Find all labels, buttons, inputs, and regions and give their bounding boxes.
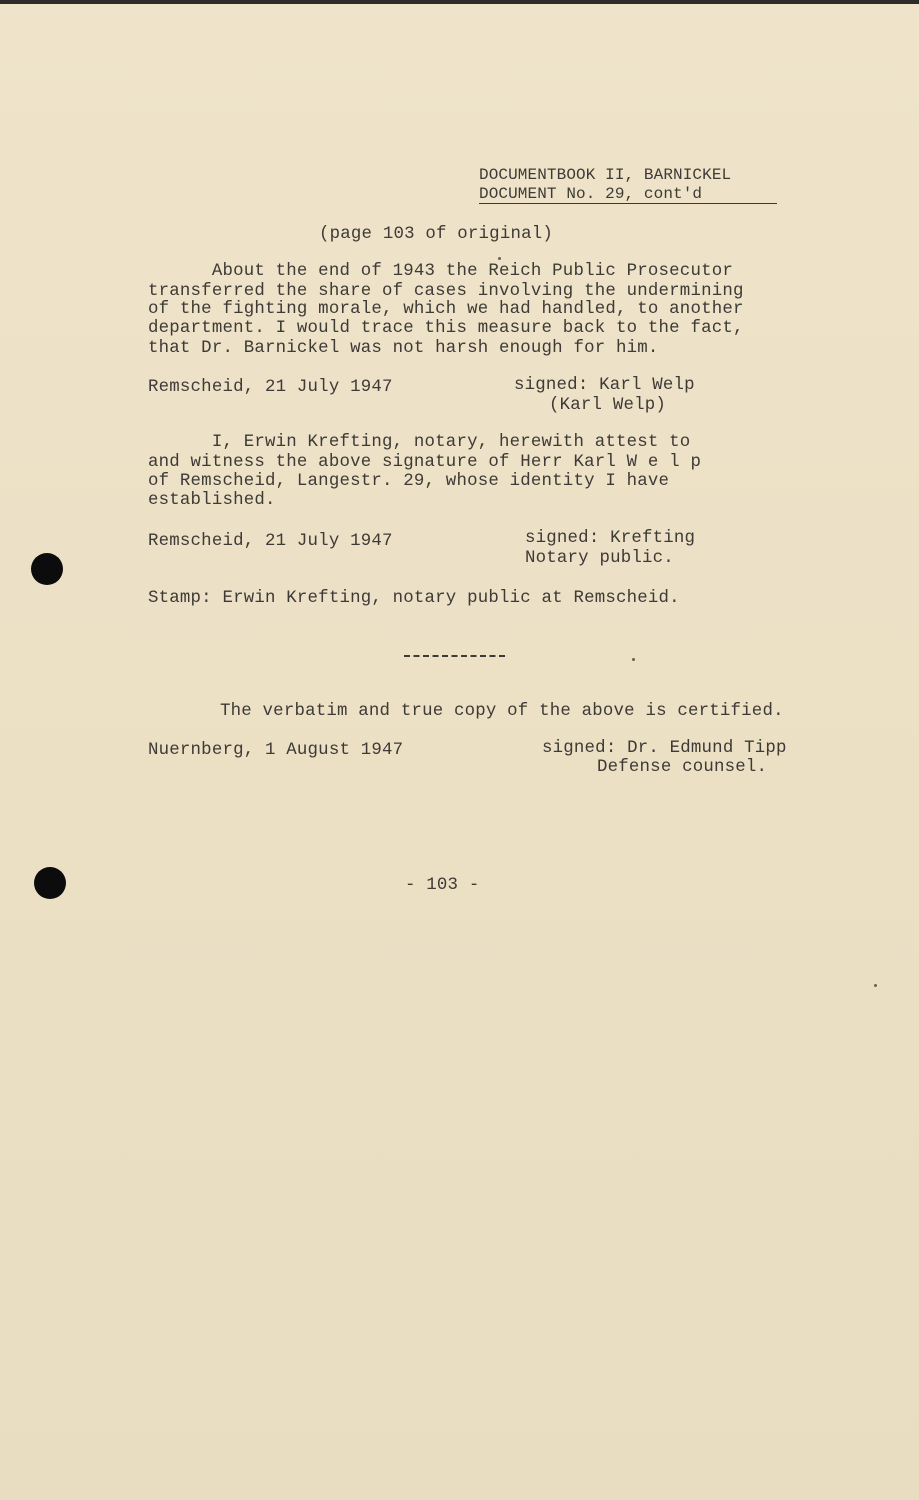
paragraph1-line3: of the fighting morale, which we had handled, to another [148, 300, 744, 319]
scan-top-edge [0, 0, 919, 4]
header-underline [479, 203, 777, 204]
certification-statement: The verbatim and true copy of the above is certified. [220, 702, 784, 721]
sig2-place-date: Remscheid, 21 July 1947 [148, 532, 393, 551]
paper-speck [632, 658, 635, 661]
sig1-place-date: Remscheid, 21 July 1947 [148, 378, 393, 397]
paragraph1-line5: that Dr. Barnickel was not harsh enough for him. [148, 339, 659, 358]
sig1-name: (Karl Welp) [549, 396, 666, 415]
sig3-signed: signed: Dr. Edmund Tipp [542, 739, 787, 758]
paper-speck [498, 257, 501, 260]
page-number: - 103 - [405, 876, 480, 895]
paper-speck [874, 984, 877, 987]
separator-dashes [404, 655, 505, 659]
sig2-title: Notary public. [525, 549, 674, 568]
paragraph2-line2: and witness the above signature of Herr Karl W e l p [148, 453, 702, 472]
stamp-line: Stamp: Erwin Krefting, notary public at Remscheid. [148, 589, 680, 608]
sig1-signed: signed: Karl Welp [514, 376, 695, 395]
paragraph1-line4: department. I would trace this measure back to the fact, [148, 319, 744, 338]
sig2-signed: signed: Krefting [525, 529, 696, 548]
paragraph2-line3: of Remscheid, Langestr. 29, whose identity I have [148, 472, 670, 491]
sig3-title: Defense counsel. [597, 758, 768, 777]
punch-hole-lower [34, 867, 66, 899]
sig3-place-date: Nuernberg, 1 August 1947 [148, 741, 404, 760]
page-of-original-note: (page 103 of original) [319, 225, 553, 244]
paragraph2-line4: established. [148, 491, 276, 510]
paragraph1-line1: About the end of 1943 the Reich Public Prosecutor [148, 262, 733, 281]
paragraph2-line1: I, Erwin Krefting, notary, herewith attest to [148, 433, 691, 452]
header-document-number: DOCUMENT No. 29, cont'd [479, 185, 703, 203]
header-documentbook: DOCUMENTBOOK II, BARNICKEL [479, 166, 732, 184]
paragraph1-line2: transferred the share of cases involving the undermining [148, 282, 744, 301]
punch-hole-upper [31, 553, 63, 585]
